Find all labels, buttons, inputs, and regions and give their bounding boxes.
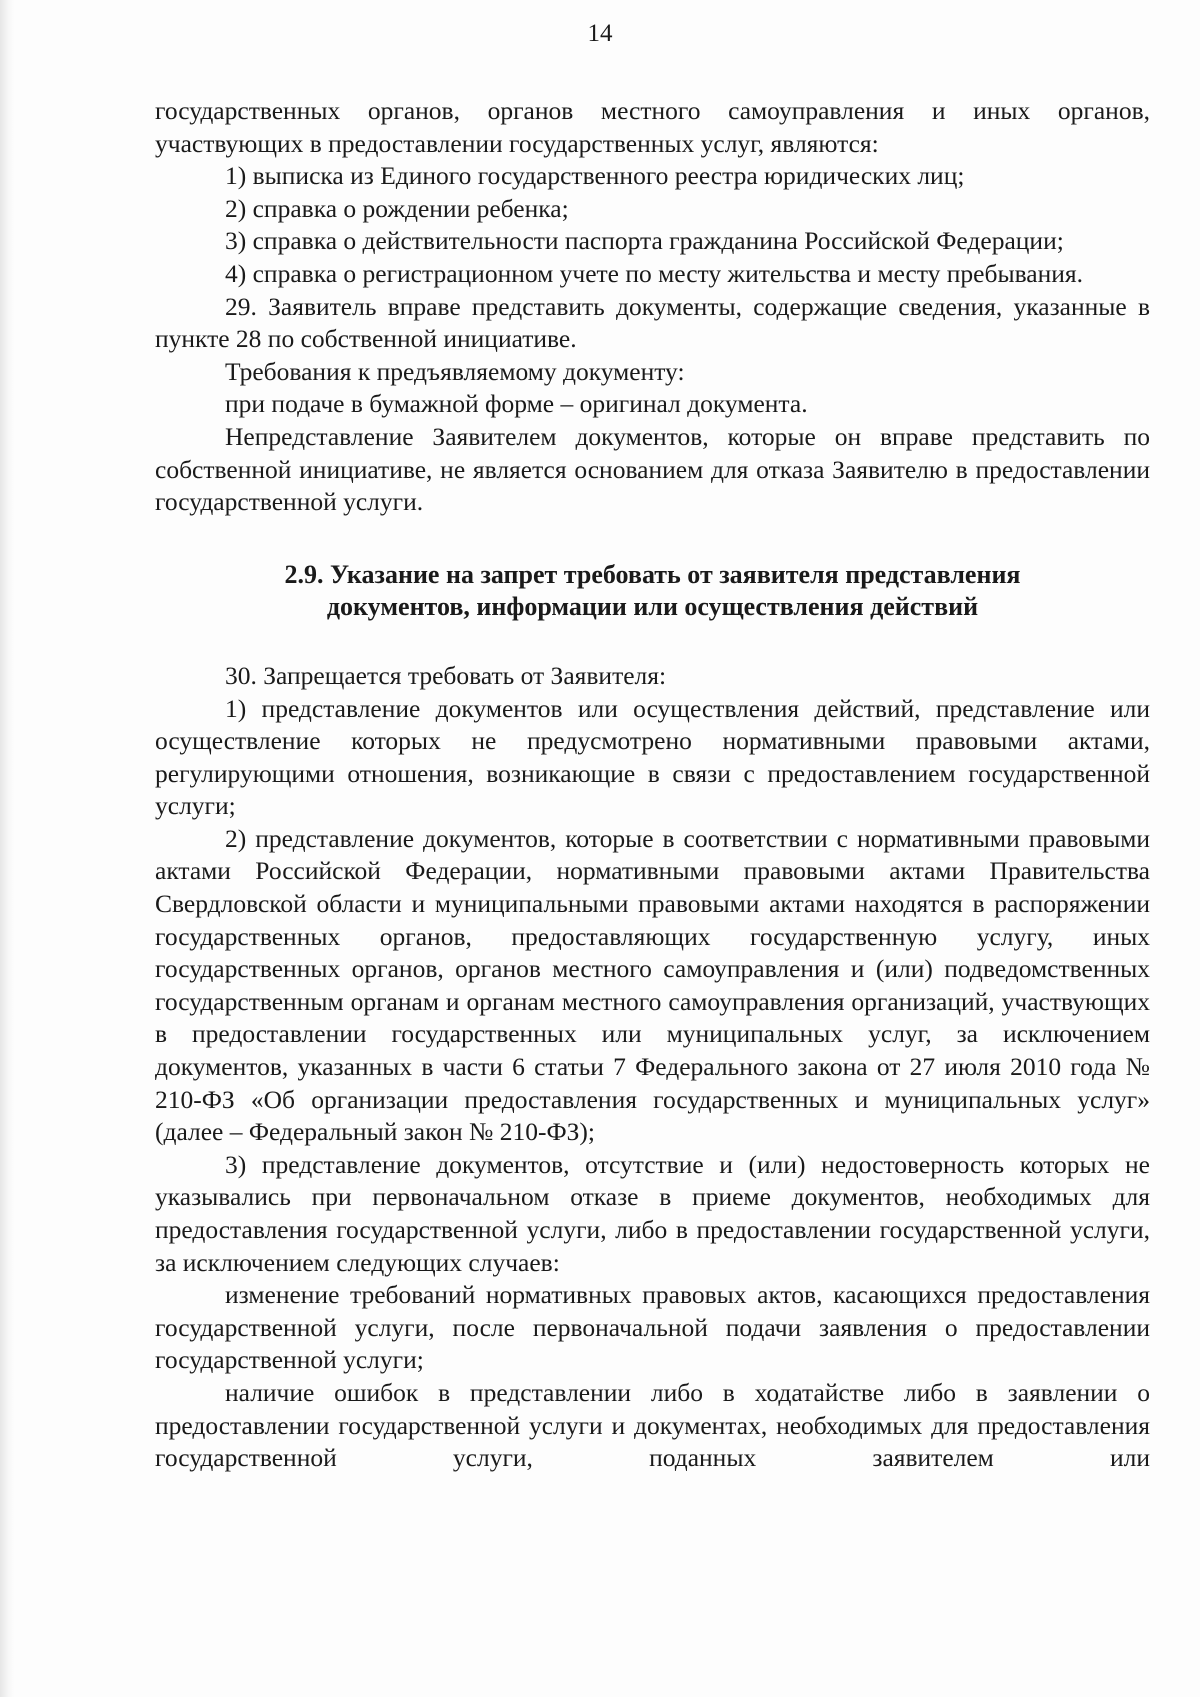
paragraph: Требования к предъявляемому документу: [225,356,685,386]
paragraph-continuation: государственных органов, органов местного самоуправления и иных органов, участвующих в предоставлении государственных услуг, являются: [155,96,1150,158]
paragraph: при подаче в бумажной форме – оригинал документа. [225,389,808,419]
list-item: 1) представление документов или осуществления действий, представление или осуществление которых не предусмотрено нормативными правовыми актами, регулирующими отношения, возникающие в связи с предоставлением государственной услуги; [155,693,1150,821]
list-item: 3) справка о действительности паспорта гражданина Российской Федерации; [225,226,1064,256]
list-item: 3) представление документов, отсутствие и (или) недостоверность которых не указывались при первоначальном отказе в приеме документов, необходимых для предоставления государственной услуги, либо в предоставлении государственной услуги, за исключением следующих случаев: [155,1149,1150,1277]
list-item: 1) выписка из Единого государственного реестра юридических лиц; [225,161,965,191]
list-item: 2) справка о рождении ребенка; [225,193,569,223]
document-body [155,95,1150,1475]
paragraph: изменение требований нормативных правовых актов, касающихся предоставления государственной услуги, после первоначальной подачи заявления о предоставлении государственной услуги; [155,1280,1150,1375]
paragraph-30: 30. Запрещается требовать от Заявителя: [225,660,667,690]
scan-edge [0,0,14,1697]
section-heading: 2.9. Указание на запрет требовать от заявителя представления документов, информации или осуществления действий [284,559,1021,622]
paragraph-29: 29. Заявитель вправе представить документы, содержащие сведения, указанные в пункте 28 по собственной инициативе. [155,291,1150,354]
list-item: 4) справка о регистрационном учете по месту жительства и месту пребывания. [225,258,1084,288]
paragraph: Непредставление Заявителем документов, которые он вправе представить по собственной инициативе, не является основанием для отказа Заявителю в предоставлении государственной услуги. [155,421,1150,517]
page-number: 14 [587,20,613,47]
list-item: 2) представление документов, которые в соответствии с нормативными правовыми актами Российской Федерации, нормативными правовыми актами Правительства Свердловской области и муниципальными правовыми актами находятся в распоряжении государственных органов, предоставляющих государственную услугу, иных государственных органов, органов местного самоуправления и (или) подведомственных государственным органам и органам местного самоуправления организаций, участвующих в предоставлении государственных или муниципальных услуг, за исключением документов, указанных в части 6 статьи 7 Федерального закона от 27 июля 2010 года № 210-ФЗ «Об организации предоставления государственных и муниципальных услуг» (далее – Федеральный закон № 210-ФЗ); [155,823,1150,1147]
paragraph: наличие ошибок в представлении либо в ходатайстве либо в заявлении о предоставлении государственной услуги и документах, необходимых для предоставления государственной услуги, поданных заявителем или [155,1377,1150,1473]
